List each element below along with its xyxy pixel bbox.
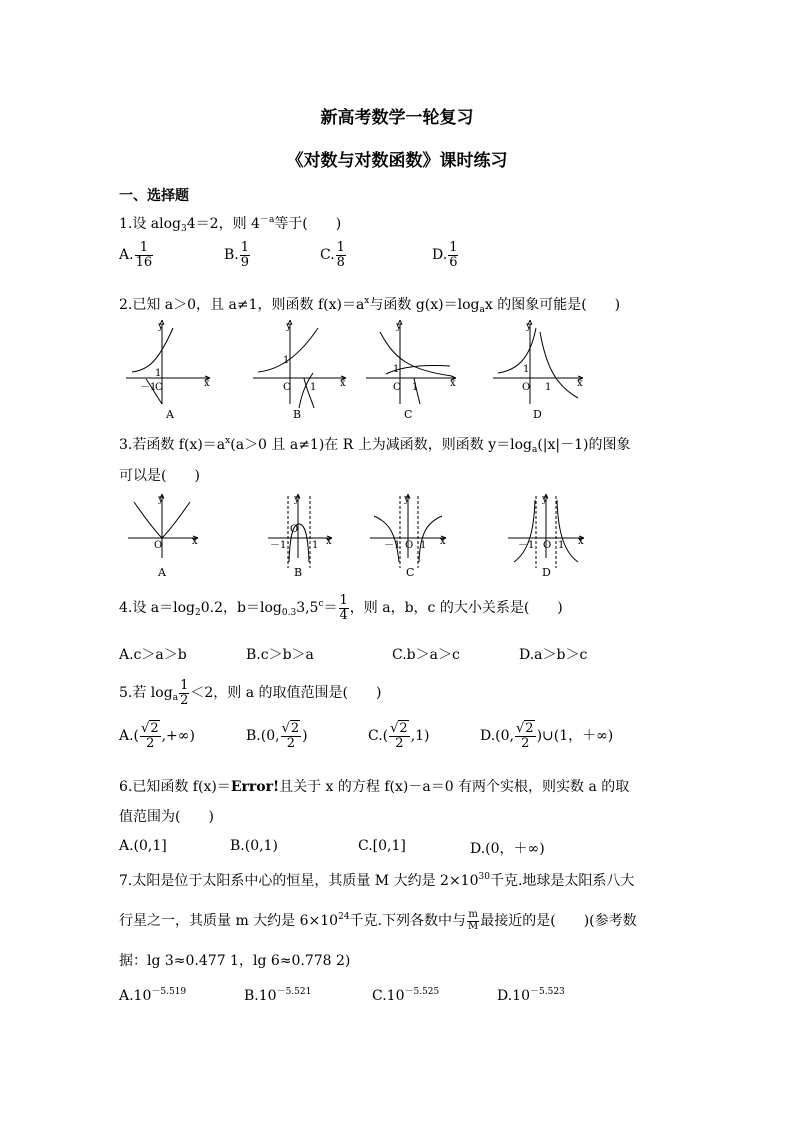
- page-subtitle: 《对数与对数函数》课时练习: [286, 151, 508, 171]
- svg-text:x: x: [450, 378, 456, 389]
- q2-graphs: [118, 318, 588, 422]
- q1-text-b: 4＝2，则 4: [186, 216, 260, 232]
- svg-text:1: 1: [420, 540, 427, 551]
- q7-option-d: $D.10^{-5.523}$: [497, 987, 565, 1004]
- q5-option-a: A.( $\frac{√2}{2}$ ,+∞): [119, 721, 195, 751]
- svg-text:y: y: [526, 321, 532, 332]
- question-6-line1: 6.已知函数 f(x)＝Error!且关于 x 的方程 f(x)－a＝0 有两个实根，则实数 a 的取: [119, 779, 630, 795]
- question-6-line2: 值范围为( ): [119, 809, 214, 825]
- svg-text:O: O: [290, 524, 299, 535]
- q5-option-c: C.( $\frac{√2}{2}$ ,1): [368, 721, 430, 751]
- q6-option-c: C.[0,1]: [358, 838, 406, 854]
- svg-text:1: 1: [412, 382, 419, 393]
- q7-option-c: $C.10^{-5.525}$: [372, 987, 440, 1004]
- q1-sup: －a: [259, 215, 275, 225]
- svg-text:x: x: [577, 378, 583, 389]
- question-4: 4.设 $a=\log_20.2$，$b=\log_{0.3}3,5^c=$ $\frac{1}{4}$ ，则 a，b，c 的大小关系是( ): [119, 593, 563, 623]
- svg-text:y: y: [158, 494, 164, 505]
- svg-text:x: x: [204, 378, 210, 389]
- q1-option-c: C. $\frac{1}{8}$: [320, 240, 345, 270]
- svg-text:x: x: [440, 536, 446, 547]
- svg-text:D: D: [542, 566, 551, 579]
- svg-text:O: O: [155, 382, 164, 393]
- svg-text:1: 1: [393, 364, 400, 375]
- q4-option-b: B.c＞b＞a: [246, 647, 314, 663]
- svg-text:1: 1: [312, 540, 319, 551]
- svg-text:－1: －1: [384, 540, 401, 551]
- svg-text:B: B: [293, 408, 302, 421]
- question-5: 5.若 $\log_a$ $\frac{1}{2}$ ＜2，则 a 的取值范围是( ): [119, 678, 382, 708]
- question-3-line1: 3.若函数 $f(x)=a^x(a>0$ 且 a≠1)在 R 上为减函数，则函数 $y=\log_a(|x|-1)$的图象: [119, 436, 631, 455]
- q6-option-d: D.(0，＋∞): [470, 841, 545, 857]
- q5-option-b: B.(0, $\frac{√2}{2}$ ): [246, 721, 308, 751]
- question-3-line2: 可以是( ): [119, 468, 200, 484]
- svg-text:－1: －1: [270, 540, 287, 551]
- q1-option-a: A. $\frac{1}{16}$: [119, 240, 153, 270]
- svg-text:A: A: [158, 566, 166, 579]
- svg-text:1: 1: [523, 364, 530, 375]
- q1-text-a: 1.设 alog: [119, 216, 182, 232]
- svg-text:x: x: [578, 536, 584, 547]
- q1-option-b: B. $\frac{1}{9}$: [224, 240, 250, 270]
- q7-option-b: $B.10^{-5.521}$: [244, 987, 312, 1004]
- svg-text:x: x: [326, 536, 332, 547]
- svg-text:O: O: [154, 540, 163, 551]
- svg-text:1: 1: [545, 382, 552, 393]
- q4-option-c: C.b＞a＞c: [392, 647, 460, 663]
- svg-text:1: 1: [283, 355, 290, 366]
- svg-text:－1: －1: [140, 382, 157, 393]
- q7-option-a: $A.10^{-5.519}$: [119, 987, 187, 1004]
- q6-option-b: B.(0,1): [230, 838, 278, 854]
- svg-text:1: 1: [310, 382, 317, 393]
- svg-text:1: 1: [155, 368, 162, 379]
- svg-text:y: y: [286, 321, 292, 332]
- svg-text:O: O: [283, 382, 292, 393]
- svg-text:O: O: [393, 382, 402, 393]
- question-2: 2.已知 a＞0，且 a≠1，则函数 $f(x)=a^x$与函数 $g(x)=\log_ax$ 的图象可能是( ): [119, 296, 621, 315]
- svg-text:A: A: [166, 408, 174, 421]
- svg-text:1: 1: [558, 540, 565, 551]
- svg-text:O: O: [522, 382, 531, 393]
- svg-text:B: B: [294, 566, 303, 579]
- question-7-line3: 据：lg 3≈0.477 1，lg 6≈0.778 2): [119, 953, 351, 969]
- q4-option-d: D.a＞b＞c: [519, 647, 588, 663]
- svg-text:O: O: [543, 540, 552, 551]
- q4-option-a: A.c＞a＞b: [119, 647, 187, 663]
- svg-text:x: x: [192, 536, 198, 547]
- question-7-line1: 7.太阳是位于太阳系中心的恒星，其质量 M 大约是 $2\times 10^{30}$千克.地球是太阳系八大: [119, 872, 635, 889]
- page-title: 新高考数学一轮复习: [320, 108, 474, 128]
- svg-text:D: D: [533, 408, 542, 421]
- q3-graphs: [118, 492, 598, 582]
- q1-sub: 3: [181, 224, 187, 234]
- svg-text:C: C: [406, 566, 415, 579]
- svg-text:y: y: [294, 494, 300, 505]
- svg-text:y: y: [396, 321, 402, 332]
- svg-text:y: y: [404, 494, 410, 505]
- svg-text:x: x: [340, 378, 346, 389]
- question-7-line2: 行星之一，其质量 m 大约是 $6\times 10^{24}$千克.下列各数中与 $\frac{m}{M}$ 最接近的是( )(参考数: [119, 909, 637, 932]
- q5-option-d: D.(0, $\frac{√2}{2}$ )∪(1，＋∞): [480, 721, 614, 751]
- q6-option-a: A.(0,1]: [119, 838, 167, 854]
- svg-text:－1: －1: [518, 540, 535, 551]
- svg-text:y: y: [542, 494, 548, 505]
- svg-text:O: O: [405, 540, 414, 551]
- q1-option-d: D. $\frac{1}{6}$: [432, 240, 458, 270]
- section-heading: 一、选择题: [119, 188, 189, 204]
- question-1: [119, 212, 341, 234]
- svg-text:C: C: [404, 408, 413, 421]
- q1-text-c: 等于( ): [274, 216, 342, 232]
- svg-text:y: y: [158, 321, 164, 332]
